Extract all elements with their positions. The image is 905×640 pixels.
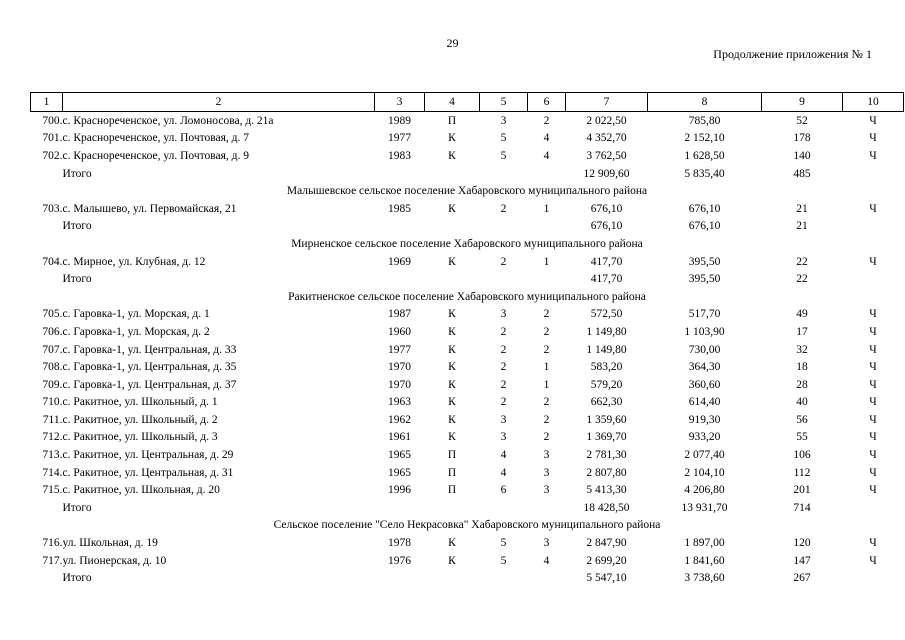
table-row [31,130,904,148]
total-area-cell: 2 807,80 [586,466,627,479]
section-heading-row [31,288,904,306]
ownership-cell: Ч [869,449,877,462]
total-area-cell: 2 699,20 [586,554,627,567]
residents-cell: 120 [793,537,811,550]
address-cell: с. Ракитное, ул. Школьный, д. 2 [62,413,218,426]
floors-cell: 2 [500,378,507,391]
living-area-cell: 395,50 [688,273,721,286]
table-row [31,429,904,447]
table-row [31,147,904,165]
empty-cell [528,499,566,517]
column-header: 8 [648,93,762,112]
total-area-cell: 18 428,50 [583,501,630,514]
ownership-cell: Ч [869,396,877,409]
living-area-cell: 13 931,70 [681,501,728,514]
year-cell: 1977 [388,132,411,145]
total-area-cell: 1 369,70 [586,431,627,444]
section-heading-row [31,182,904,200]
empty-cell [425,165,480,183]
entrances-cell: 3 [543,449,550,462]
row-number-cell: 716. [42,537,63,550]
residents-cell: 112 [793,466,811,479]
floors-cell: 5 [500,537,507,550]
ownership-cell: Ч [869,325,877,338]
material-cell: П [447,484,457,497]
row-number-cell: 703. [42,202,63,215]
residents-cell: 55 [796,431,808,444]
material-cell: К [448,431,456,444]
floors-cell: 2 [500,325,507,338]
column-header: 6 [528,93,566,112]
year-cell: 1963 [388,396,411,409]
empty-cell [843,569,904,587]
address-cell: с. Ракитное, ул. Школьный, д. 3 [62,431,218,444]
section-title: Сельское поселение "Село Некрасовка" Хабаровского муниципального района [273,519,661,532]
ownership-cell: Ч [869,413,877,426]
living-area-cell: 517,70 [688,308,721,321]
residents-cell: 18 [796,361,808,374]
floors-cell: 2 [500,396,507,409]
residents-cell: 201 [793,484,811,497]
section-title: Малышевское сельское поселение Хабаровского муниципального района [286,185,648,198]
empty-cell [480,499,528,517]
year-cell: 1987 [388,308,411,321]
table-row [31,306,904,324]
empty-cell [843,165,904,183]
row-number-cell: 702. [42,149,63,162]
address-cell: с. Ракитное, ул. Школьный, д. 1 [62,396,218,409]
residents-cell: 28 [796,378,808,391]
total-area-cell: 2 781,30 [586,449,627,462]
floors-cell: 3 [500,431,507,444]
living-area-cell: 395,50 [688,255,721,268]
living-area-cell: 1 897,00 [684,537,725,550]
entrances-cell: 1 [543,255,550,268]
floors-cell: 3 [500,413,507,426]
floors-cell: 2 [500,361,507,374]
empty-cell [528,569,566,587]
residents-cell: 21 [796,202,808,215]
row-number-cell: 707. [42,343,63,356]
year-cell: 1989 [388,114,411,127]
living-area-cell: 3 738,60 [684,572,725,585]
entrances-cell: 1 [543,202,550,215]
table-row [31,411,904,429]
living-area-cell: 676,10 [688,220,721,233]
address-cell: с. Гаровка-1, ул. Морская, д. 1 [62,308,210,321]
ownership-cell: Ч [869,202,877,215]
empty-cell [480,270,528,288]
table-row [31,253,904,271]
row-number-cell [31,270,63,288]
entrances-cell: 4 [543,132,550,145]
total-area-cell: 676,10 [590,202,623,215]
section-heading-row [31,235,904,253]
total-area-cell: 2 847,90 [586,537,627,550]
floors-cell: 2 [500,202,507,215]
ownership-cell: Ч [869,378,877,391]
subtotal-label: Итого [62,273,92,286]
year-cell: 1962 [388,413,411,426]
entrances-cell: 2 [543,396,550,409]
column-header: 5 [480,93,528,112]
residents-cell: 22 [796,273,808,286]
total-area-cell: 579,20 [590,378,623,391]
entrances-cell: 2 [543,343,550,356]
address-cell: с. Краснореченское, ул. Ломоносова, д. 21а [62,114,274,127]
total-area-cell: 3 762,50 [586,149,627,162]
living-area-cell: 1 628,50 [684,149,725,162]
year-cell: 1977 [388,343,411,356]
empty-cell [480,218,528,236]
empty-cell [528,270,566,288]
entrances-cell: 2 [543,431,550,444]
ownership-cell: Ч [869,255,877,268]
living-area-cell: 2 104,10 [684,466,725,479]
column-header: 2 [63,93,375,112]
subtotal-label: Итого [62,572,92,585]
year-cell: 1978 [388,537,411,550]
ownership-cell: Ч [869,361,877,374]
table-row [31,358,904,376]
row-number-cell: 712. [42,431,63,444]
residents-cell: 17 [796,325,808,338]
total-area-cell: 417,70 [590,255,623,268]
material-cell: К [448,413,456,426]
table-row [31,446,904,464]
ownership-cell: Ч [869,431,877,444]
appendix-note: Продолжение приложения № 1 [713,47,872,61]
subtotal-row [31,165,904,183]
empty-cell [375,499,425,517]
total-area-cell: 1 149,80 [586,325,627,338]
residents-cell: 32 [796,343,808,356]
residents-cell: 49 [796,308,808,321]
housing-register-table [30,92,904,587]
material-cell: К [448,149,456,162]
subtotal-label: Итого [62,167,92,180]
residents-cell: 485 [793,167,811,180]
ownership-cell: Ч [869,114,877,127]
column-header: 10 [843,93,904,112]
table-row [31,481,904,499]
empty-cell [480,569,528,587]
address-cell: с. Ракитное, ул. Школьная, д. 20 [62,484,220,497]
residents-cell: 267 [793,572,811,585]
residents-cell: 40 [796,396,808,409]
address-cell: с. Ракитное, ул. Центральная, д. 29 [62,449,234,462]
living-area-cell: 364,30 [688,361,721,374]
total-area-cell: 12 909,60 [583,167,630,180]
row-number-cell: 700. [42,114,63,127]
empty-cell [843,499,904,517]
total-area-cell: 417,70 [590,273,623,286]
row-number-cell [31,569,63,587]
material-cell: К [448,343,456,356]
section-heading-row [31,517,904,535]
row-number-cell [31,499,63,517]
column-header: 7 [566,93,648,112]
living-area-cell: 785,80 [688,114,721,127]
living-area-cell: 360,60 [688,378,721,391]
table-row [31,534,904,552]
material-cell: К [448,255,456,268]
total-area-cell: 676,10 [590,220,623,233]
row-number-cell: 715. [42,484,63,497]
row-number-cell: 705. [42,308,63,321]
material-cell: К [448,396,456,409]
empty-cell [375,218,425,236]
living-area-cell: 1 103,90 [684,325,725,338]
page-number: 29 [446,36,459,50]
row-number-cell [31,165,63,183]
residents-cell: 106 [793,449,811,462]
floors-cell: 2 [500,343,507,356]
ownership-cell: Ч [869,554,877,567]
material-cell: К [448,554,456,567]
subtotal-row [31,569,904,587]
table-row [31,341,904,359]
row-number-cell: 710. [42,396,63,409]
section-title: Ракитненское сельское поселение Хабаровского муниципального района [288,290,646,303]
section-title: Мирненское сельское поселение Хабаровского муниципального района [291,237,643,250]
floors-cell: 3 [500,308,507,321]
residents-cell: 178 [793,132,811,145]
floors-cell: 6 [500,484,507,497]
material-cell: К [448,537,456,550]
living-area-cell: 730,00 [688,343,721,356]
ownership-cell: Ч [869,132,877,145]
living-area-cell: 2 152,10 [684,132,725,145]
empty-cell [375,270,425,288]
empty-cell [425,499,480,517]
subtotal-row [31,218,904,236]
living-area-cell: 1 841,60 [684,554,725,567]
address-cell: ул. Пионерская, д. 10 [62,554,167,567]
table-row [31,323,904,341]
year-cell: 1976 [388,554,411,567]
entrances-cell: 3 [543,484,550,497]
total-area-cell: 4 352,70 [586,132,627,145]
year-cell: 1969 [388,255,411,268]
material-cell: К [448,308,456,321]
floors-cell: 5 [500,132,507,145]
ownership-cell: Ч [869,466,877,479]
address-cell: с. Гаровка-1, ул. Центральная, д. 35 [62,361,237,374]
empty-cell [528,165,566,183]
ownership-cell: Ч [869,537,877,550]
ownership-cell: Ч [869,308,877,321]
year-cell: 1970 [388,378,411,391]
total-area-cell: 5 413,30 [586,484,627,497]
year-cell: 1996 [388,484,411,497]
address-cell: с. Мирное, ул. Клубная, д. 12 [62,255,206,268]
entrances-cell: 4 [543,149,550,162]
entrances-cell: 1 [543,378,550,391]
row-number-cell: 708. [42,361,63,374]
row-number-cell: 704. [42,255,63,268]
residents-cell: 21 [796,220,808,233]
floors-cell: 2 [500,255,507,268]
column-header: 3 [375,93,425,112]
total-area-cell: 1 359,60 [586,413,627,426]
subtotal-label: Итого [62,501,92,514]
entrances-cell: 4 [543,554,550,567]
subtotal-row [31,270,904,288]
year-cell: 1965 [388,466,411,479]
total-area-cell: 583,20 [590,361,623,374]
row-number-cell: 709. [42,378,63,391]
living-area-cell: 4 206,80 [684,484,725,497]
entrances-cell: 3 [543,537,550,550]
row-number-cell: 701. [42,132,63,145]
entrances-cell: 2 [543,308,550,321]
total-area-cell: 2 022,50 [586,114,627,127]
living-area-cell: 933,20 [688,431,721,444]
empty-cell [843,270,904,288]
ownership-cell: Ч [869,149,877,162]
residents-cell: 147 [793,554,811,567]
address-cell: с. Гаровка-1, ул. Центральная, д. 37 [62,378,237,391]
empty-cell [375,569,425,587]
empty-cell [425,218,480,236]
column-header: 9 [762,93,843,112]
floors-cell: 4 [500,449,507,462]
year-cell: 1960 [388,325,411,338]
column-header: 1 [31,93,63,112]
row-number-cell [31,218,63,236]
year-cell: 1985 [388,202,411,215]
row-number-cell: 706. [42,325,63,338]
year-cell: 1961 [388,431,411,444]
residents-cell: 714 [793,501,811,514]
address-cell: с. Гаровка-1, ул. Центральная, д. 33 [62,343,237,356]
total-area-cell: 572,50 [590,308,623,321]
floors-cell: 3 [500,114,507,127]
ownership-cell: Ч [869,343,877,356]
subtotal-label: Итого [62,220,92,233]
residents-cell: 56 [796,413,808,426]
address-cell: с. Ракитное, ул. Центральная, д. 31 [62,466,234,479]
entrances-cell: 3 [543,466,550,479]
total-area-cell: 5 547,10 [586,572,627,585]
living-area-cell: 919,30 [688,413,721,426]
residents-cell: 52 [796,114,808,127]
material-cell: К [448,361,456,374]
row-number-cell: 714. [42,466,63,479]
row-number-cell: 711. [42,413,63,426]
empty-cell [375,165,425,183]
address-cell: с. Краснореченское, ул. Почтовая, д. 9 [62,149,250,162]
year-cell: 1965 [388,449,411,462]
floors-cell: 4 [500,466,507,479]
entrances-cell: 2 [543,114,550,127]
table-row [31,464,904,482]
empty-cell [528,218,566,236]
empty-cell [480,165,528,183]
material-cell: К [448,132,456,145]
living-area-cell: 2 077,40 [684,449,725,462]
living-area-cell: 5 835,40 [684,167,725,180]
floors-cell: 5 [500,554,507,567]
entrances-cell: 2 [543,413,550,426]
living-area-cell: 676,10 [688,202,721,215]
material-cell: П [447,466,457,479]
address-cell: с. Малышево, ул. Первомайская, 21 [62,202,237,215]
empty-cell [843,218,904,236]
material-cell: К [448,378,456,391]
column-number-header-row [31,93,904,112]
empty-cell [425,569,480,587]
entrances-cell: 2 [543,325,550,338]
floors-cell: 5 [500,149,507,162]
total-area-cell: 662,30 [590,396,623,409]
year-cell: 1983 [388,149,411,162]
address-cell: ул. Школьная, д. 19 [62,537,158,550]
address-cell: с. Краснореченское, ул. Почтовая, д. 7 [62,132,250,145]
material-cell: П [447,449,457,462]
empty-cell [425,270,480,288]
year-cell: 1970 [388,361,411,374]
residents-cell: 22 [796,255,808,268]
row-number-cell: 717. [42,554,63,567]
register-body [31,112,904,588]
table-row [31,394,904,412]
address-cell: с. Гаровка-1, ул. Морская, д. 2 [62,325,210,338]
table-row [31,200,904,218]
column-header: 4 [425,93,480,112]
table-row [31,376,904,394]
material-cell: К [448,325,456,338]
row-number-cell: 713. [42,449,63,462]
material-cell: К [448,202,456,215]
table-row [31,112,904,130]
ownership-cell: Ч [869,484,877,497]
entrances-cell: 1 [543,361,550,374]
residents-cell: 140 [793,149,811,162]
total-area-cell: 1 149,80 [586,343,627,356]
living-area-cell: 614,40 [688,396,721,409]
material-cell: П [447,114,457,127]
subtotal-row [31,499,904,517]
table-row [31,552,904,570]
